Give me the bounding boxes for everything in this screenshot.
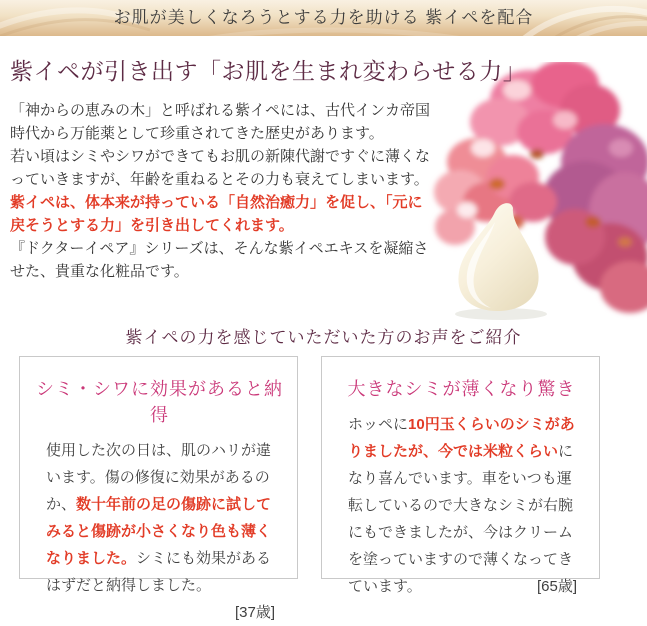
testimonial-2-segment-1: ホッペに (348, 416, 409, 433)
testimonial-1-title: シミ・シワに効果があると納得 (36, 379, 283, 425)
testimonial-2-title: 大きなシミが薄くなり驚き (347, 379, 576, 399)
testimonial-1-segment-emphasis: 数十年前の足の傷跡に試してみると傷跡が小さくなり色も薄くなりました。 (46, 496, 272, 567)
testimonial-1-segment-1: 使用した次の日は、肌のハリが違います。傷の修復に効果があるのか、 (46, 442, 272, 513)
testimonial-2-text (338, 411, 585, 600)
intro-line-2: 若い頃はシミやシワができてもお肌の新陳代謝ですぐに薄くなっていきますが、年齢を重ねるとその力も衰えてしまいます。 (10, 148, 431, 188)
testimonial-cards (0, 356, 647, 621)
testimonial-2-segment-2: になり喜んでいます。車をいつも運転しているので大きなシミが右腕にもできましたが、今はクリームを塗っていますので薄くなってきています。 (348, 443, 574, 595)
tabebuia-flower-cream-image (425, 62, 647, 324)
flower-illustration-icon (425, 62, 647, 324)
testimonial-card-1 (19, 356, 298, 621)
intro-line-3: 『ドクターイペア』シリーズは、そんな紫イペエキスを凝縮させた、貴重な化粧品です。 (10, 240, 429, 280)
testimonial-2-segment-emphasis: 10円玉くらいのシミがありましたが、今では米粒くらい (348, 416, 575, 460)
testimonial-1-segment-2: シミにも効果があるはずだと納得しました。 (46, 550, 272, 594)
intro-heading: 紫イペが引き出す「お肌を生まれ変わらせる力」 (10, 59, 527, 84)
banner-title: お肌が美しくなろうとする力を助ける 紫イペを配合 (113, 8, 534, 27)
voices-section (0, 323, 647, 621)
top-banner (0, 0, 647, 36)
testimonial-1-age: [37歳] (234, 604, 275, 621)
intro-line-1: 「神からの恵みの木」と呼ばれる紫イペには、古代インカ帝国時代から万能薬として珍重されてきた歴史があります。 (10, 102, 431, 142)
intro-section (0, 36, 647, 283)
testimonial-2-age: [65歳] (536, 578, 577, 595)
voices-heading: 紫イペの力を感じていただいた方のお声をご紹介 (125, 328, 522, 347)
intro-line-emphasis: 紫イペは、体本来が持っている「自然治癒力」を促し、「元に戻そうとする力」を引き出してくれます。 (10, 194, 423, 234)
testimonial-card-2 (321, 356, 600, 595)
testimonial-1-text (36, 437, 283, 599)
intro-paragraph (10, 99, 434, 283)
